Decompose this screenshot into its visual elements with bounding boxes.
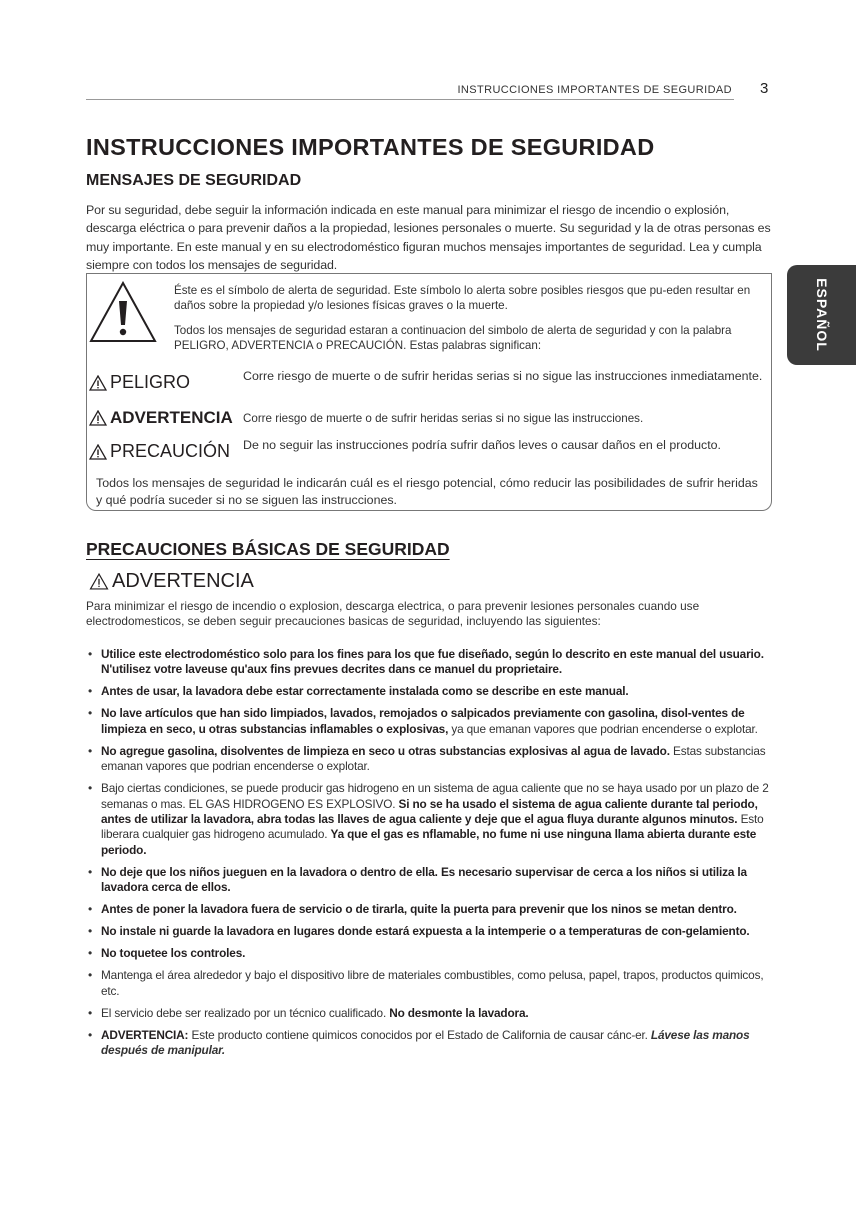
alert-box-footer: Todos los mensajes de seguridad le indicarán cuál es el riesgo potencial, cómo reducir las posibilidades de sufrir heridas y qué podría suceder si no se siguen las instrucciones. bbox=[96, 476, 758, 507]
list-item-text: Esto liberara cualquier gas hidrogeno acumulado. bbox=[101, 812, 764, 842]
list-item-bold: Si no se ha usado el sistema de agua caliente durante tal periodo, antes de utilizar la lavadora, abra todas las llaves de agua caliente y deje que el agua fluya durante algunos minutos. bbox=[101, 796, 758, 827]
list-item-text: El servicio debe ser realizado por un técnico cualificado. bbox=[101, 1005, 390, 1020]
list-item-bold: Utilice este electrodoméstico solo para los fines para los que fue diseñado, según lo descrito en este manual del usuario. N'utilisez votre laveuse qu'aux fins prevues decrites dans ce manuel du proprietaire. bbox=[101, 647, 764, 677]
alert-triangle-icon bbox=[89, 573, 109, 590]
warning-heading-label: ADVERTENCIA bbox=[112, 570, 254, 592]
list-item-bold: No toquetee los controles. bbox=[101, 946, 246, 961]
list-item-text: ya que emanan vapores que podrian encenderse o explotar. bbox=[448, 721, 758, 736]
list-item-bold: No lave artículos que han sido limpiados, lavados, remojados o salpicados previamente con gasolina, disol-ventes de limpieza en seco, u otras substancias inflamables o explosivas, bbox=[101, 706, 745, 736]
list-item-bold: Ya que el gas es nflamable, no fume ni use ninguna llama abierta durante este periodo. bbox=[101, 827, 757, 857]
list-item-bold: Antes de usar, la lavadora debe estar correctamente instalada como se describe en este manual. bbox=[101, 684, 629, 699]
safety-messages-heading: MENSAJES DE SEGURIDAD bbox=[86, 172, 302, 189]
signal-word-precaucion-label: PRECAUCIÓN bbox=[110, 441, 231, 461]
language-side-tab-label: ESPAÑOL bbox=[813, 278, 830, 352]
signal-word-advertencia bbox=[89, 408, 233, 428]
list-item-bold: No instale ni guarde la lavadora en lugares donde estará expuesta a la intemperie o a temperaturas de con-gelamiento. bbox=[101, 924, 750, 939]
list-item-bold: No agregue gasolina, disolventes de limpieza en seco u otras substancias explosivas al agua de lavado. bbox=[101, 743, 670, 758]
list-item bbox=[86, 946, 776, 961]
list-item-text: Estas substancias emanan vapores que podrian encenderse o explotar. bbox=[101, 743, 766, 774]
warning-intro: Para minimizar el riesgo de incendio o explosion, descarga electrica, o para prevenir lesiones personales cuando use electrodomesticos, se deben seguir precauciones basicas de seguridad, incluyendo las siguientes: bbox=[86, 599, 700, 628]
list-item bbox=[86, 1028, 776, 1059]
signal-word-advertencia-description: Corre riesgo de muerte o de sufrir heridas serias si no sigue las instrucciones. bbox=[243, 412, 644, 425]
warning-heading bbox=[89, 570, 254, 593]
language-side-tab bbox=[787, 265, 856, 365]
header-rule bbox=[86, 99, 734, 100]
signal-word-precaucion bbox=[89, 441, 230, 462]
list-item bbox=[86, 1006, 776, 1021]
list-item-bold: No desmonte la lavadora. bbox=[389, 1005, 529, 1020]
alert-triangle-icon bbox=[89, 375, 107, 391]
alert-paragraph-1: Éste es el símbolo de alerta de seguridad. Este símbolo lo alerta sobre posibles riesgos que pu-eden resultar en daños sobre la propiedad y/o lesiones físicas graves o la muerte. bbox=[174, 284, 751, 312]
header-running-title: INSTRUCCIONES IMPORTANTES DE SEGURIDAD bbox=[457, 84, 732, 96]
list-item-bold: ADVERTENCIA: bbox=[101, 1027, 189, 1042]
basic-precautions-heading: PRECAUCIONES BÁSICAS DE SEGURIDAD bbox=[86, 539, 450, 559]
page-number: 3 bbox=[760, 80, 769, 97]
alert-triangle-icon bbox=[89, 410, 107, 426]
safety-alert-triangle-icon bbox=[89, 281, 157, 343]
precautions-list bbox=[86, 647, 776, 1065]
safety-messages-intro: Por su seguridad, debe seguir la información indicada en este manual para minimizar el riesgo de incendio o explosión, descarga eléctrica o para prevenir daños a la propiedad, lesiones personales o muerte. Su seguridad y la de otras personas es muy importante. En este manual y en su electrodoméstico figuran muchos mensajes importantes de seguridad. Lea y cumpla siempre con todos los mensajes de seguridad. bbox=[86, 203, 771, 273]
alert-paragraph-2: Todos los mensajes de seguridad estaran a continuacion del simbolo de alerta de seguridad y con la palabra PELIGRO, ADVERTENCIA o PRECAUCIÓN. Estas palabras significan: bbox=[174, 324, 732, 352]
list-item bbox=[86, 647, 776, 678]
list-item-bold-italic: Lávese las manos después de manipular. bbox=[101, 1027, 750, 1058]
signal-word-advertencia-label: ADVERTENCIA bbox=[110, 408, 233, 427]
list-item-text: Bajo ciertas condiciones, se puede producir gas hidrogeno en un sistema de agua caliente que no se haya usado por un plazo de 2 semanas o mas. EL GAS HIDROGENO ES EXPLOSIVO. bbox=[101, 781, 769, 811]
list-item-bold: No deje que los niños jueguen en la lavadora o dentro de ella. Es necesario supervisar de cerca a los niños si utiliza la lavadora cerca de ellos. bbox=[101, 864, 747, 895]
list-item bbox=[86, 684, 776, 699]
list-item bbox=[86, 744, 776, 775]
list-item-text: Este producto contiene quimicos conocidos por el Estado de California de causar cánc-er. bbox=[188, 1027, 651, 1042]
list-item-text: Mantenga el área alrededor y bajo el dispositivo libre de materiales combustibles, como pelusa, papel, trapos, productos quimicos, etc. bbox=[101, 968, 764, 998]
signal-word-peligro bbox=[89, 372, 190, 393]
list-item bbox=[86, 865, 776, 896]
list-item bbox=[86, 706, 776, 737]
list-item bbox=[86, 924, 776, 939]
alert-triangle-icon bbox=[89, 444, 107, 460]
list-item bbox=[86, 781, 776, 858]
list-item bbox=[86, 902, 776, 917]
signal-word-precaucion-description: De no seguir las instrucciones podría sufrir daños leves o causar daños en el producto. bbox=[243, 438, 721, 452]
list-item-bold: Antes de poner la lavadora fuera de servicio o de tirarla, quite la puerta para prevenir que los ninos se metan dentro. bbox=[101, 902, 737, 917]
signal-word-peligro-label: PELIGRO bbox=[110, 372, 191, 392]
page-title: INSTRUCCIONES IMPORTANTES DE SEGURIDAD bbox=[86, 134, 655, 160]
list-item bbox=[86, 968, 776, 999]
signal-word-peligro-description: Corre riesgo de muerte o de sufrir heridas serias si no sigue las instrucciones inmediatamente. bbox=[243, 369, 763, 383]
